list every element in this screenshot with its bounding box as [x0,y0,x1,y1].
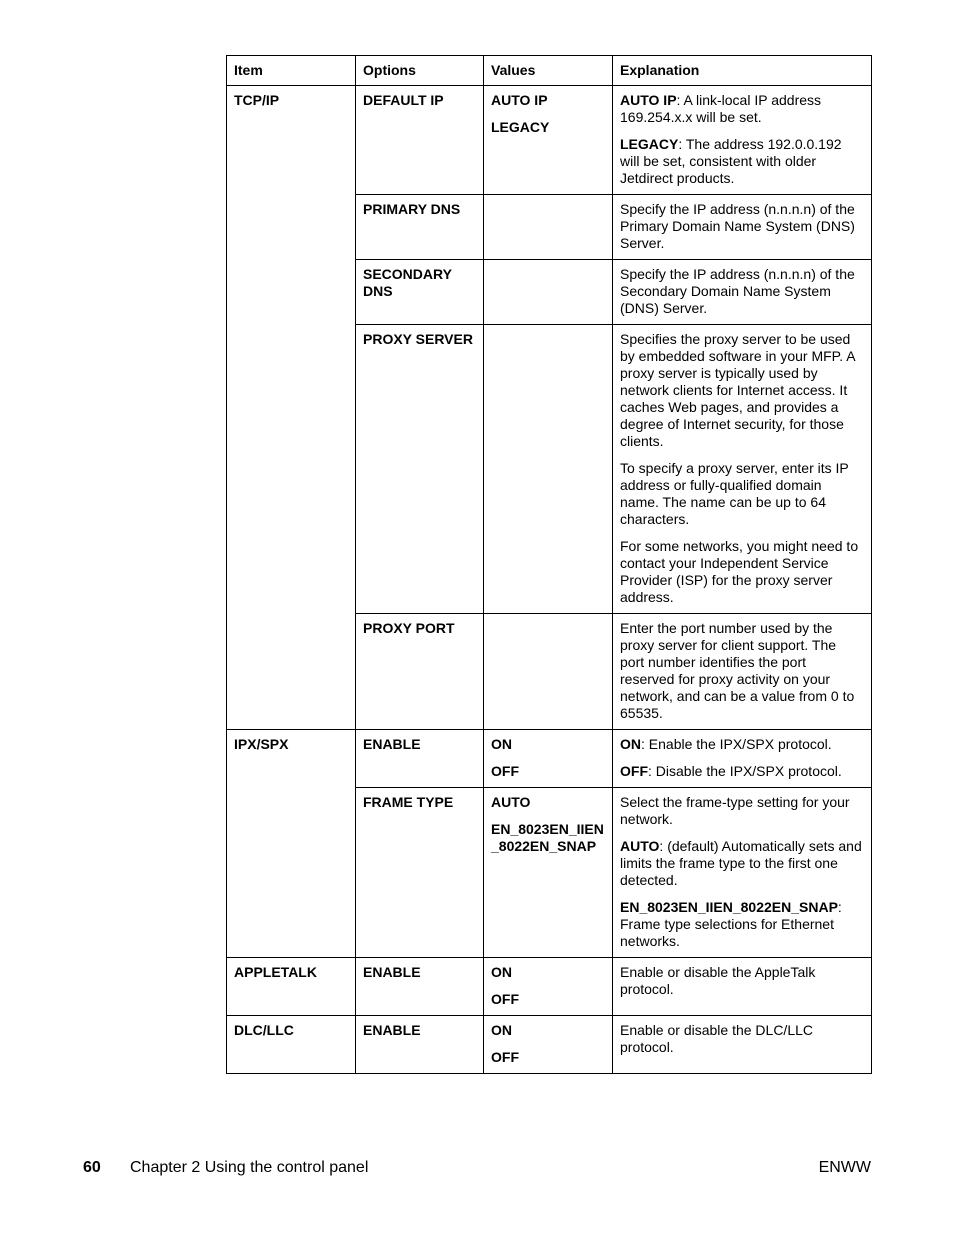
explanation-cell [613,788,872,958]
explanation-paragraph [620,331,864,450]
value-entry: OFF [491,763,519,779]
option-cell: PROXY SERVER [356,325,484,614]
value-entry: OFF [491,1049,519,1065]
explanation-paragraph [620,838,864,889]
table-row [227,86,872,195]
footer-label: ENWW [818,1159,871,1176]
explanation-paragraph [620,794,864,828]
explanation-text: : A link-local IP address 169.254.x.x will be set. [620,92,822,125]
value-entry: ON [491,736,512,752]
explanation-text: Specifies the proxy server to be used by embedded software in your MFP. A proxy server is typically used by network clients for Internet access. It caches Web pages, and provides a degree of Internet security, for those clients. [620,331,855,449]
values-cell [484,195,613,260]
item-cell: IPX/SPX [227,730,356,958]
option-cell: FRAME TYPE [356,788,484,958]
explanation-cell [613,1016,872,1074]
item-cell: APPLETALK [227,958,356,1016]
values-cell [484,958,613,1016]
explanation-cell [613,614,872,730]
values-cell [484,730,613,788]
explanation-text: Enable or disable the AppleTalk protocol. [620,964,816,997]
explanation-paragraph [620,620,864,722]
explanation-text: : The address 192.0.0.192 will be set, consistent with older Jetdirect products. [620,136,842,186]
values-cell [484,86,613,195]
table-row [227,730,872,788]
explanation-cell [613,86,872,195]
value-entry: OFF [491,991,519,1007]
explanation-paragraph [620,736,864,753]
item-cell: DLC/LLC [227,1016,356,1074]
explanation-text: Specify the IP address (n.n.n.n) of the Secondary Domain Name System (DNS) Server. [620,266,855,316]
values-cell [484,614,613,730]
values-cell [484,1016,613,1074]
explanation-paragraph [620,899,864,950]
page-number: 60 [83,1159,101,1176]
explanation-term: LEGACY [620,136,679,152]
table-row [227,1016,872,1074]
explanation-paragraph [620,763,864,780]
option-cell: ENABLE [356,730,484,788]
option-cell: ENABLE [356,1016,484,1074]
value-entry: AUTO [491,794,531,810]
explanation-cell [613,325,872,614]
values-cell [484,325,613,614]
menu-table [226,55,872,1074]
header-values: Values [484,56,613,86]
explanation-paragraph [620,538,864,606]
explanation-term: AUTO IP [620,92,677,108]
explanation-text: : Frame type selections for Ethernet networks. [620,899,842,949]
option-cell: SECONDARY DNS [356,260,484,325]
explanation-cell [613,958,872,1016]
explanation-text: For some networks, you might need to contact your Independent Service Provider (ISP) for the proxy server address. [620,538,859,605]
header-explanation: Explanation [613,56,872,86]
explanation-text: Enable or disable the DLC/LLC protocol. [620,1022,814,1055]
values-cell [484,260,613,325]
explanation-cell [613,260,872,325]
header-item: Item [227,56,356,86]
value-entry: ON [491,964,512,980]
option-cell: PROXY PORT [356,614,484,730]
table-header-row [227,56,872,86]
explanation-text: To specify a proxy server, enter its IP address or fully-qualified domain name. The name can be up to 64 characters. [620,460,849,527]
table-row [227,958,872,1016]
explanation-paragraph [620,201,864,252]
explanation-text: : (default) Automatically sets and limits the frame type to the first one detected. [620,838,862,888]
explanation-term: OFF [620,763,648,779]
explanation-paragraph [620,92,864,126]
option-cell: ENABLE [356,958,484,1016]
table-body [227,86,872,1074]
value-entry: EN_8023EN_IIEN _8022EN_SNAP [491,821,604,854]
option-cell: DEFAULT IP [356,86,484,195]
header-options: Options [356,56,484,86]
value-entry: AUTO IP [491,92,548,108]
explanation-term: EN_8023EN_IIEN_8022EN_SNAP [620,899,838,915]
explanation-paragraph [620,460,864,528]
explanation-text: Enter the port number used by the proxy server for client support. The port number identifies the port reserved for proxy activity on your network, and can be a value from 0 to 65535. [620,620,855,721]
option-cell: PRIMARY DNS [356,195,484,260]
explanation-text: : Enable the IPX/SPX protocol. [641,736,832,752]
explanation-paragraph [620,1022,864,1056]
explanation-paragraph [620,136,864,187]
explanation-text: : Disable the IPX/SPX protocol. [648,763,842,779]
explanation-cell [613,195,872,260]
explanation-term: AUTO [620,838,660,854]
explanation-paragraph [620,964,864,998]
chapter-title: Chapter 2 Using the control panel [130,1159,369,1176]
explanation-text: Specify the IP address (n.n.n.n) of the Primary Domain Name System (DNS) Server. [620,201,855,251]
value-entry: ON [491,1022,512,1038]
explanation-paragraph [620,266,864,317]
explanation-text: Select the frame-type setting for your network. [620,794,850,827]
explanation-cell [613,730,872,788]
item-cell: TCP/IP [227,86,356,730]
values-cell [484,788,613,958]
value-entry: LEGACY [491,119,550,135]
explanation-term: ON [620,736,641,752]
